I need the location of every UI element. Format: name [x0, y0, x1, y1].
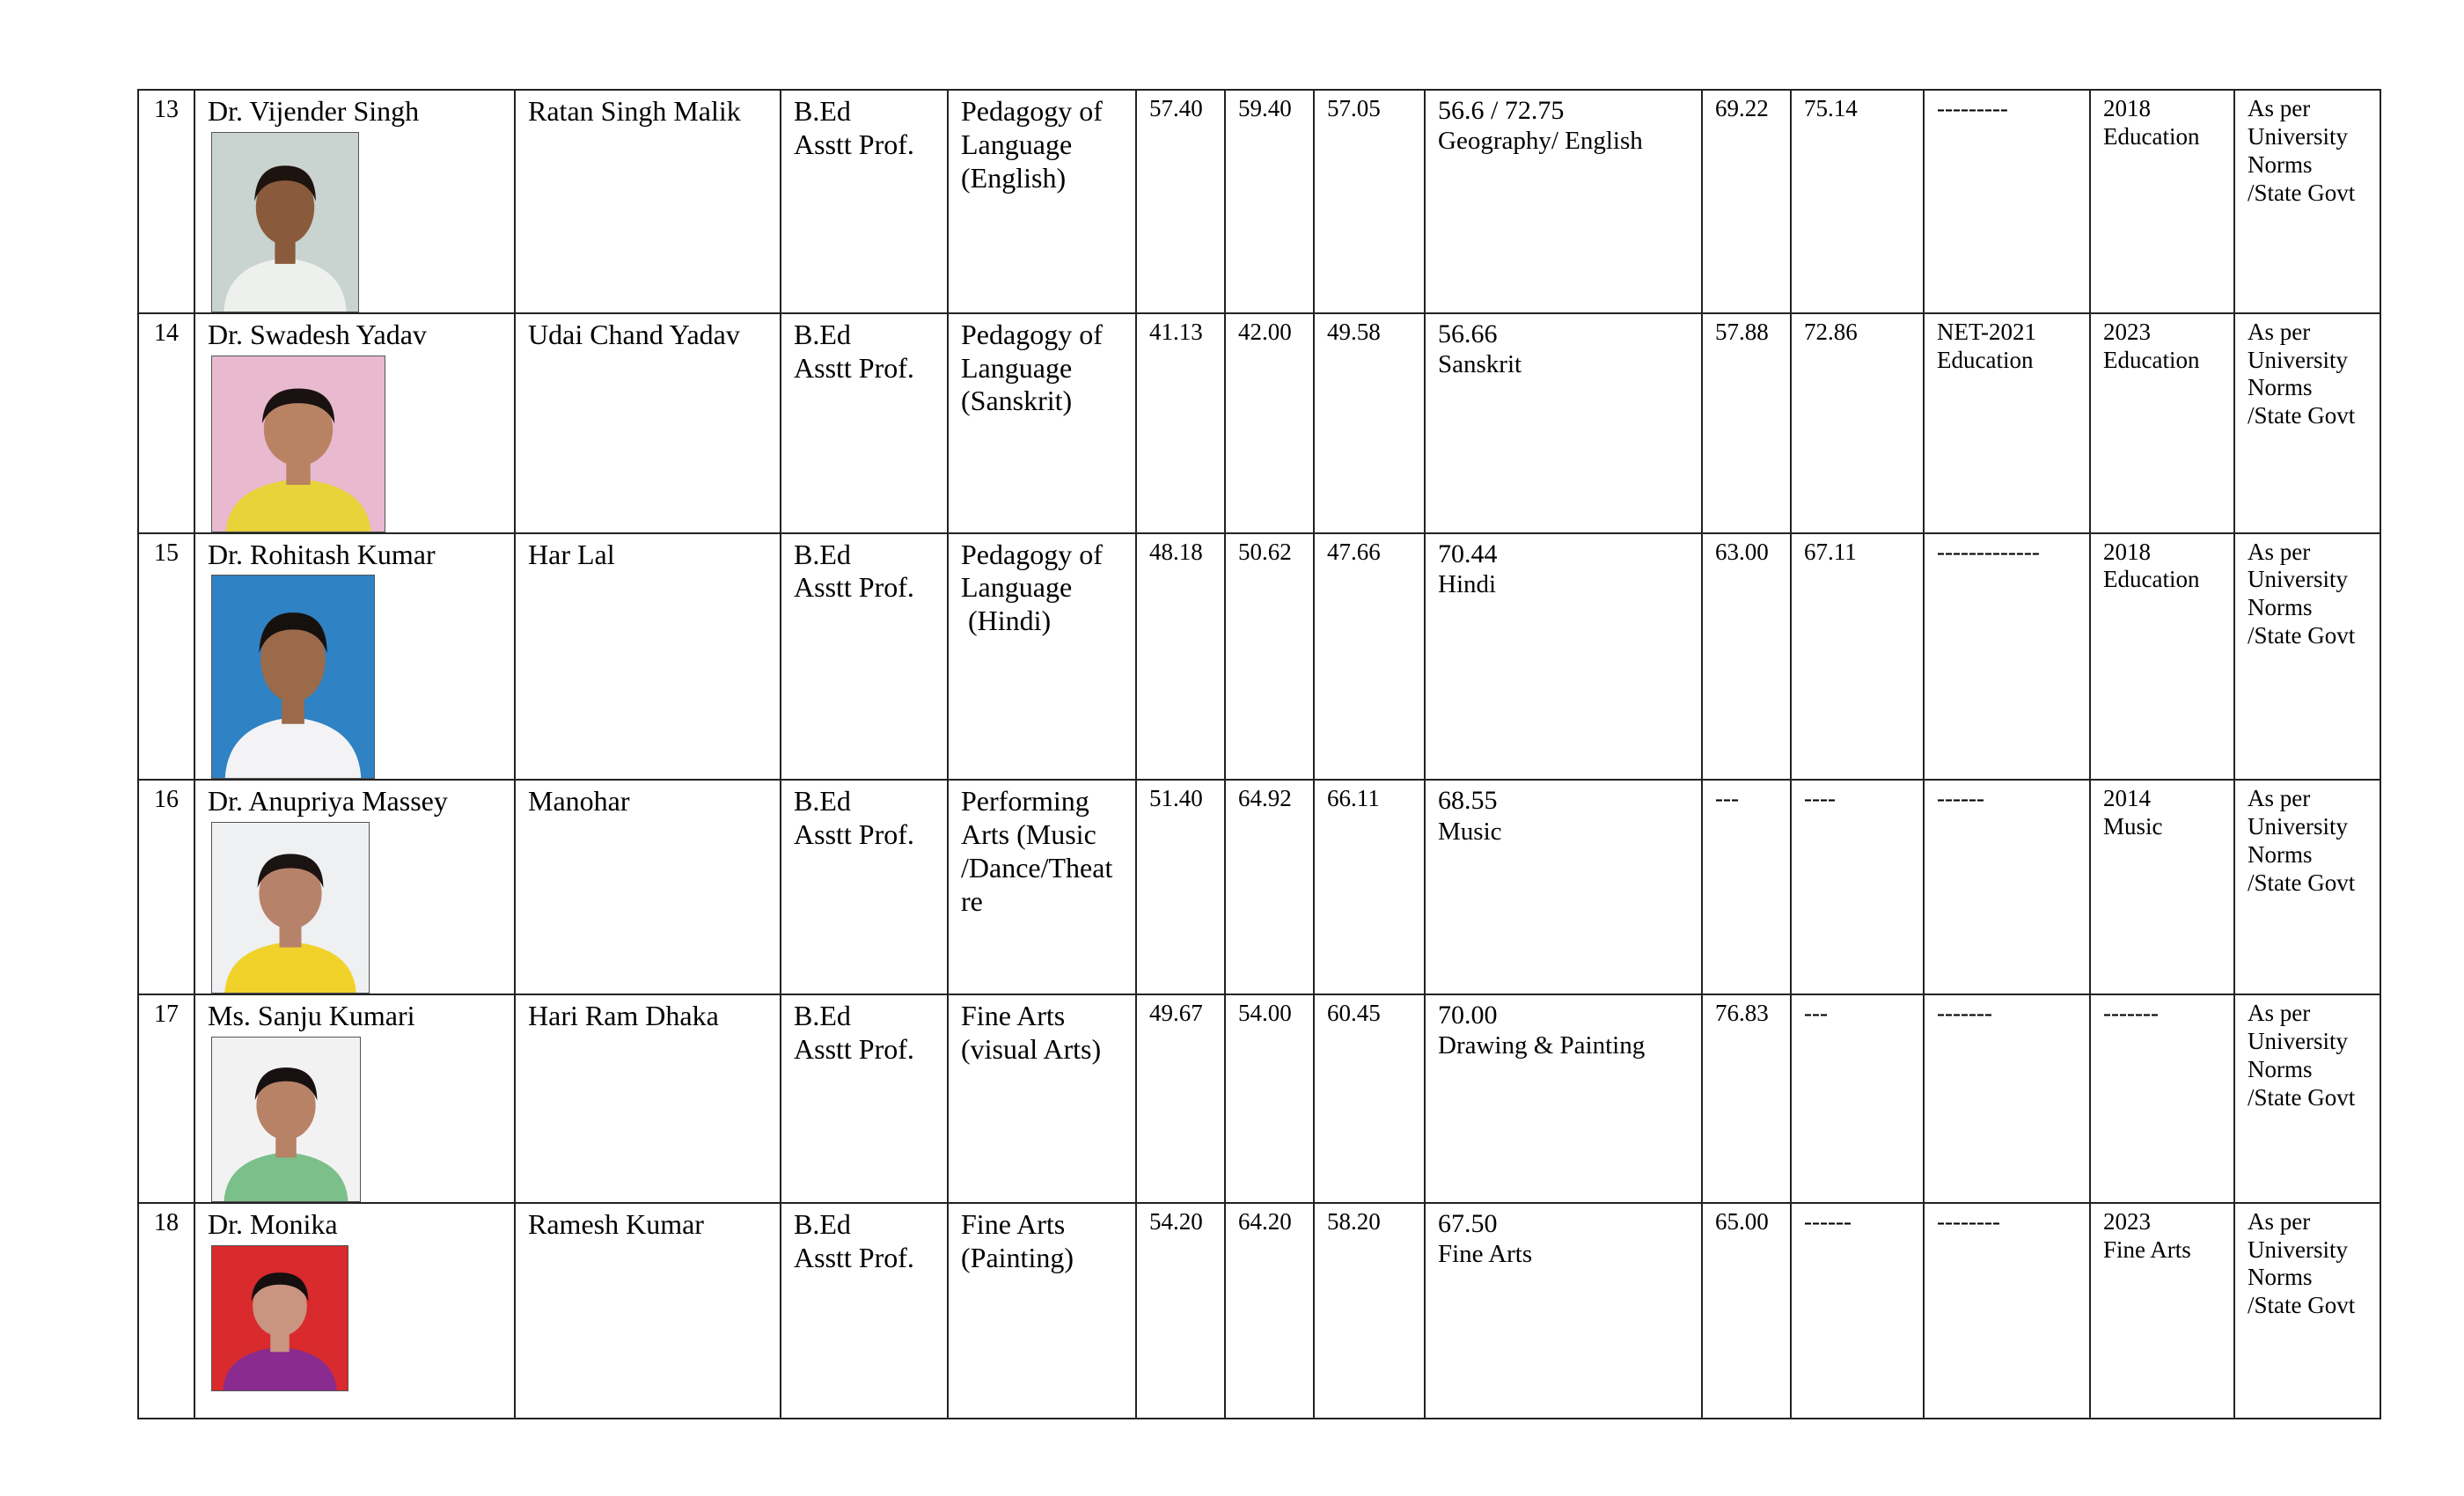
- pay-scale-line: As per: [2248, 95, 2311, 121]
- subject-cell: [948, 313, 1136, 533]
- faculty-table-body: [138, 90, 2380, 1419]
- table-row: [138, 780, 2380, 994]
- department: B.Ed: [794, 95, 851, 127]
- net-value: ------: [1937, 785, 1984, 812]
- serial-number: 17: [154, 1001, 179, 1028]
- table-row: [138, 994, 2380, 1203]
- pg-marks: 70.00: [1438, 1001, 1498, 1030]
- pg-cell: [1425, 994, 1702, 1203]
- pay-scale-line: Norms: [2248, 840, 2313, 868]
- pay-scale-line: As per: [2248, 318, 2311, 345]
- subject-cell: [948, 1203, 1136, 1419]
- name-cell: [194, 533, 515, 781]
- pg-marks: 56.6 / 72.75: [1438, 96, 1565, 125]
- pay-scale-line: Norms: [2248, 1264, 2313, 1291]
- marks-cell: [1314, 313, 1425, 533]
- name-cell: [194, 313, 515, 533]
- subject-line: re: [961, 884, 983, 917]
- father-name: Hari Ram Dhaka: [528, 1000, 719, 1031]
- pg-marks: 68.55: [1438, 786, 1498, 816]
- net-value: ---------: [1937, 95, 2008, 121]
- phd-year: -------: [2103, 1000, 2159, 1026]
- pg-marks: 70.44: [1438, 539, 1498, 568]
- marks-cell: [1702, 90, 1791, 313]
- marks-cell: [1225, 994, 1314, 1203]
- subject-line: Fine Arts: [961, 1000, 1066, 1031]
- subject-line: Performing: [961, 785, 1089, 818]
- marks-cell: [1702, 1203, 1791, 1419]
- marks-value: 42.00: [1238, 318, 1292, 345]
- net-value: -------: [1937, 1000, 1992, 1026]
- designation-cell: [781, 780, 948, 994]
- pay-scale-line: As per: [2248, 1207, 2311, 1235]
- marks-value: 67.11: [1804, 538, 1857, 565]
- table-row: [138, 1203, 2380, 1419]
- pg-cell: [1425, 1203, 1702, 1419]
- department: B.Ed: [794, 538, 851, 570]
- marks-value: 57.88: [1715, 318, 1769, 345]
- department: B.Ed: [794, 785, 851, 818]
- pay-scale-line: /State Govt: [2248, 622, 2356, 649]
- pay-scale-line: University: [2248, 346, 2348, 373]
- subject-cell: [948, 90, 1136, 313]
- serial-number-cell: [138, 994, 194, 1203]
- serial-number-cell: [138, 780, 194, 994]
- subject-line: Language: [961, 351, 1073, 384]
- subject-cell: [948, 994, 1136, 1203]
- pay-scale-line: Norms: [2248, 1055, 2313, 1082]
- phd-year: 2023: [2103, 1207, 2151, 1235]
- father-name-cell: [515, 313, 781, 533]
- net-cell: [1924, 90, 2090, 313]
- faculty-name: Dr. Vijender Singh: [208, 95, 420, 127]
- designation-cell: [781, 313, 948, 533]
- name-cell: [194, 780, 515, 994]
- pay-scale-line: /State Govt: [2248, 869, 2356, 896]
- designation-cell: [781, 533, 948, 781]
- marks-cell: [1791, 780, 1924, 994]
- pay-scale-cell: [2234, 780, 2380, 994]
- marks-value: 60.45: [1327, 1000, 1381, 1026]
- pay-scale-line: /State Govt: [2248, 179, 2356, 206]
- marks-cell: [1791, 90, 1924, 313]
- father-name: Udai Chand Yadav: [528, 318, 740, 350]
- phd-cell: [2090, 780, 2234, 994]
- father-name: Ramesh Kumar: [528, 1207, 704, 1240]
- phd-subject: Education: [2103, 566, 2200, 593]
- marks-value: 63.00: [1715, 538, 1769, 565]
- marks-cell: [1225, 780, 1314, 994]
- marks-cell: [1702, 533, 1791, 781]
- serial-number-cell: [138, 90, 194, 313]
- phd-subject: Education: [2103, 122, 2200, 150]
- marks-cell: [1136, 994, 1225, 1203]
- pay-scale-cell: [2234, 313, 2380, 533]
- marks-value: 58.20: [1327, 1207, 1381, 1235]
- marks-value: 64.92: [1238, 785, 1292, 812]
- serial-number-cell: [138, 533, 194, 781]
- department: B.Ed: [794, 1000, 851, 1031]
- marks-value: 50.62: [1238, 538, 1292, 565]
- faculty-photo: [211, 1245, 348, 1391]
- net-cell: [1924, 533, 2090, 781]
- name-cell: [194, 994, 515, 1203]
- serial-number-cell: [138, 313, 194, 533]
- serial-number: 13: [154, 96, 179, 123]
- pg-marks: 56.66: [1438, 319, 1498, 348]
- marks-cell: [1314, 994, 1425, 1203]
- faculty-name: Dr. Rohitash Kumar: [208, 538, 436, 570]
- pay-scale-line: Norms: [2248, 374, 2313, 401]
- marks-value: 51.40: [1149, 785, 1203, 812]
- subject-line: Language: [961, 128, 1073, 160]
- pay-scale-line: /State Govt: [2248, 1083, 2356, 1111]
- designation: Asstt Prof.: [794, 128, 914, 160]
- faculty-name: Ms. Sanju Kumari: [208, 1000, 415, 1031]
- phd-cell: [2090, 533, 2234, 781]
- subject-line: Pedagogy of: [961, 538, 1103, 570]
- faculty-photo: [211, 356, 385, 532]
- marks-cell: [1314, 1203, 1425, 1419]
- marks-cell: [1702, 994, 1791, 1203]
- faculty-photo: [211, 575, 375, 779]
- father-name-cell: [515, 533, 781, 781]
- faculty-name: Dr. Monika: [208, 1207, 338, 1240]
- father-name-cell: [515, 780, 781, 994]
- marks-value: ---: [1715, 785, 1739, 812]
- table-row: [138, 90, 2380, 313]
- marks-value: 49.67: [1149, 1000, 1203, 1026]
- pay-scale-line: As per: [2248, 538, 2311, 565]
- subject-line: (Painting): [961, 1241, 1074, 1273]
- phd-year: 2023: [2103, 318, 2151, 345]
- phd-subject: Music: [2103, 813, 2163, 840]
- marks-cell: [1791, 533, 1924, 781]
- pg-cell: [1425, 780, 1702, 994]
- serial-number: 16: [154, 786, 179, 814]
- subject-line: (visual Arts): [961, 1032, 1102, 1065]
- pay-scale-line: As per: [2248, 785, 2311, 812]
- designation-cell: [781, 90, 948, 313]
- subject-line: Pedagogy of: [961, 95, 1103, 127]
- pg-subject: Music: [1438, 817, 1502, 846]
- net-subject: Education: [1937, 346, 2034, 373]
- department: B.Ed: [794, 1207, 851, 1240]
- pay-scale-line: University: [2248, 1236, 2348, 1263]
- net-value: -------------: [1937, 538, 2040, 565]
- subject-line: /Dance/Theat: [961, 851, 1113, 884]
- marks-value: 57.40: [1149, 95, 1203, 121]
- serial-number: 14: [154, 319, 179, 347]
- subject-line: (English): [961, 161, 1067, 194]
- phd-subject: Education: [2103, 346, 2200, 373]
- phd-cell: [2090, 90, 2234, 313]
- serial-number-cell: [138, 1203, 194, 1419]
- name-cell: [194, 1203, 515, 1419]
- marks-value: ---: [1804, 1000, 1828, 1026]
- net-cell: [1924, 780, 2090, 994]
- subject-line: Language: [961, 571, 1073, 604]
- subject-line: Arts (Music: [961, 818, 1096, 850]
- pg-subject: Drawing & Painting: [1438, 1031, 1646, 1060]
- net-cell: [1924, 313, 2090, 533]
- marks-cell: [1225, 533, 1314, 781]
- department: B.Ed: [794, 318, 851, 350]
- marks-cell: [1791, 313, 1924, 533]
- designation-cell: [781, 1203, 948, 1419]
- marks-cell: [1136, 313, 1225, 533]
- subject-cell: [948, 533, 1136, 781]
- phd-year: 2018: [2103, 95, 2151, 121]
- marks-value: 75.14: [1804, 95, 1858, 121]
- net-value: NET-2021: [1937, 318, 2036, 345]
- father-name: Manohar: [528, 785, 630, 818]
- subject-line: (Sanskrit): [961, 385, 1073, 417]
- pay-scale-line: University: [2248, 813, 2348, 840]
- faculty-table: [137, 89, 2381, 1419]
- marks-value: 65.00: [1715, 1207, 1769, 1235]
- net-cell: [1924, 1203, 2090, 1419]
- marks-cell: [1136, 780, 1225, 994]
- marks-value: ----: [1804, 785, 1836, 812]
- table-row: [138, 533, 2380, 781]
- faculty-photo: [211, 1037, 361, 1202]
- pay-scale-line: Norms: [2248, 150, 2313, 178]
- father-name: Har Lal: [528, 538, 615, 570]
- pg-subject: Hindi: [1438, 569, 1497, 598]
- pay-scale-line: University: [2248, 566, 2348, 593]
- marks-value: 48.18: [1149, 538, 1203, 565]
- faculty-photo: [211, 822, 370, 994]
- father-name-cell: [515, 90, 781, 313]
- marks-cell: [1225, 1203, 1314, 1419]
- faculty-photo: [211, 132, 359, 312]
- net-cell: [1924, 994, 2090, 1203]
- pg-cell: [1425, 90, 1702, 313]
- father-name: Ratan Singh Malik: [528, 95, 741, 127]
- pay-scale-cell: [2234, 533, 2380, 781]
- pay-scale-line: University: [2248, 122, 2348, 150]
- pay-scale-line: Norms: [2248, 594, 2313, 621]
- marks-value: 49.58: [1327, 318, 1381, 345]
- name-cell: [194, 90, 515, 313]
- subject-line: Pedagogy of: [961, 318, 1103, 350]
- marks-cell: [1136, 533, 1225, 781]
- marks-value: 54.20: [1149, 1207, 1203, 1235]
- designation: Asstt Prof.: [794, 1241, 914, 1273]
- pay-scale-line: /State Govt: [2248, 402, 2356, 429]
- marks-value: 76.83: [1715, 1000, 1769, 1026]
- subject-line: Fine Arts: [961, 1207, 1066, 1240]
- marks-value: 54.00: [1238, 1000, 1292, 1026]
- designation: Asstt Prof.: [794, 818, 914, 850]
- designation-cell: [781, 994, 948, 1203]
- pay-scale-line: /State Govt: [2248, 1292, 2356, 1319]
- pg-subject: Geography/ English: [1438, 127, 1643, 156]
- marks-value: 69.22: [1715, 95, 1769, 121]
- phd-cell: [2090, 1203, 2234, 1419]
- marks-cell: [1136, 90, 1225, 313]
- pg-subject: Sanskrit: [1438, 350, 1522, 379]
- marks-value: 64.20: [1238, 1207, 1292, 1235]
- phd-cell: [2090, 994, 2234, 1203]
- table-row: [138, 313, 2380, 533]
- marks-cell: [1702, 780, 1791, 994]
- marks-cell: [1225, 313, 1314, 533]
- marks-value: 66.11: [1327, 785, 1380, 812]
- father-name-cell: [515, 994, 781, 1203]
- pay-scale-line: University: [2248, 1027, 2348, 1054]
- serial-number: 18: [154, 1208, 179, 1236]
- net-value: --------: [1937, 1207, 2000, 1235]
- pg-marks: 67.50: [1438, 1208, 1498, 1238]
- marks-value: 47.66: [1327, 538, 1381, 565]
- pay-scale-cell: [2234, 1203, 2380, 1419]
- serial-number: 15: [154, 539, 179, 567]
- marks-cell: [1136, 1203, 1225, 1419]
- marks-cell: [1314, 90, 1425, 313]
- pay-scale-cell: [2234, 90, 2380, 313]
- faculty-name: Dr. Anupriya Massey: [208, 785, 448, 818]
- designation: Asstt Prof.: [794, 1032, 914, 1065]
- subject-cell: [948, 780, 1136, 994]
- marks-cell: [1314, 780, 1425, 994]
- father-name-cell: [515, 1203, 781, 1419]
- pg-cell: [1425, 533, 1702, 781]
- pg-subject: Fine Arts: [1438, 1240, 1533, 1269]
- pg-cell: [1425, 313, 1702, 533]
- faculty-name: Dr. Swadesh Yadav: [208, 318, 427, 350]
- pay-scale-cell: [2234, 994, 2380, 1203]
- marks-value: ------: [1804, 1207, 1852, 1235]
- marks-cell: [1314, 533, 1425, 781]
- phd-subject: Fine Arts: [2103, 1236, 2191, 1263]
- subject-line: (Hindi): [961, 605, 1052, 636]
- marks-value: 59.40: [1238, 95, 1292, 121]
- pay-scale-line: As per: [2248, 1000, 2311, 1026]
- designation: Asstt Prof.: [794, 571, 914, 604]
- designation: Asstt Prof.: [794, 351, 914, 384]
- phd-year: 2018: [2103, 538, 2151, 565]
- marks-cell: [1225, 90, 1314, 313]
- marks-cell: [1702, 313, 1791, 533]
- marks-value: 57.05: [1327, 95, 1381, 121]
- marks-cell: [1791, 994, 1924, 1203]
- phd-cell: [2090, 313, 2234, 533]
- marks-value: 41.13: [1149, 318, 1203, 345]
- marks-cell: [1791, 1203, 1924, 1419]
- marks-value: 72.86: [1804, 318, 1858, 345]
- phd-year: 2014: [2103, 785, 2151, 812]
